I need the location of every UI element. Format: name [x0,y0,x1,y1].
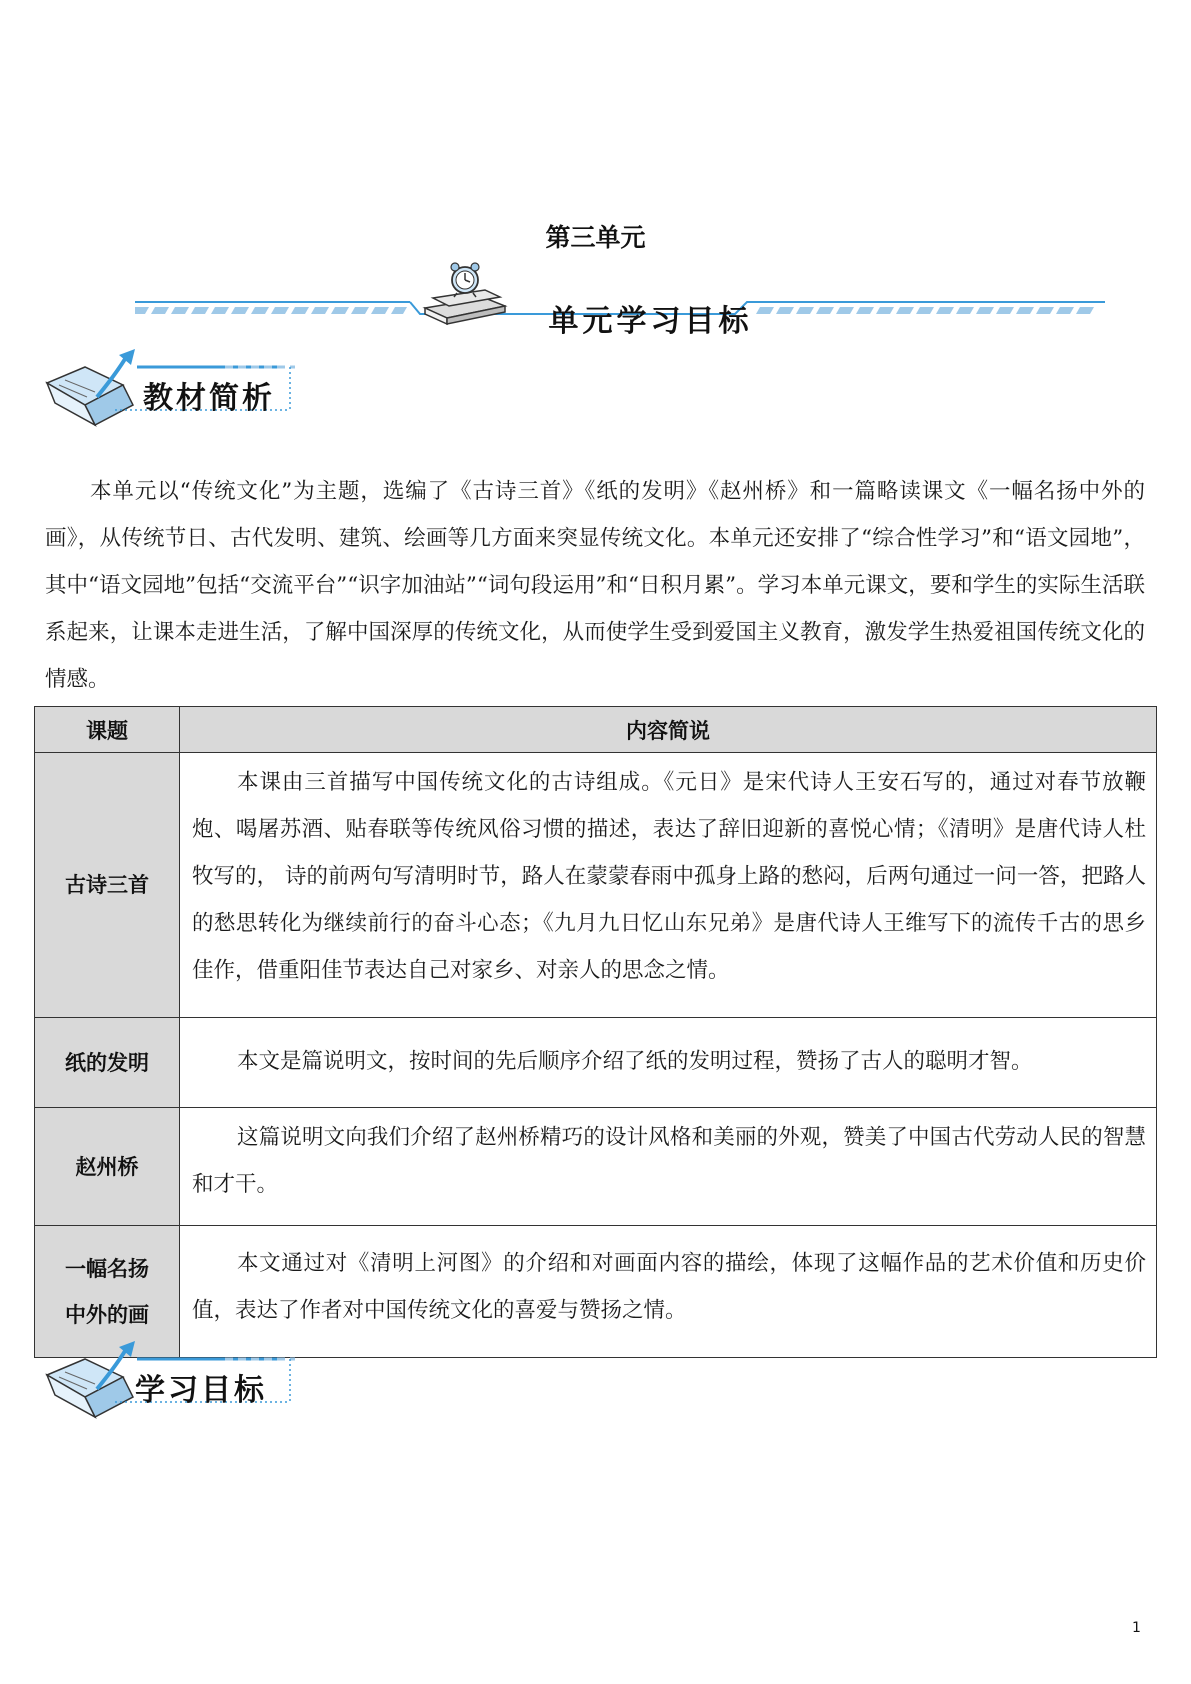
section-goals-head [45,1337,325,1427]
table-row [35,1018,1157,1108]
row-summary: 本文是篇说明文，按时间的先后顺序介绍了纸的发明过程，赞扬了古人的聪明才智。 [180,1018,1157,1108]
row-summary: 本文通过对《清明上河图》的介绍和对画面内容的描绘，体现了这幅作品的艺术价值和历史价值，表达了作者对中国传统文化的喜爱与赞扬之情。 [180,1226,1157,1358]
section-analysis-title: 教材简析 [143,381,275,416]
section-goals-title: 学习目标 [135,1373,267,1408]
lesson-table [34,706,1157,1358]
row-topic: 古诗三首 [35,753,180,1018]
unit-title: 第三单元 [545,223,646,252]
page-number: 1 [1132,1620,1141,1636]
row-topic: 赵州桥 [35,1108,180,1226]
header-topic: 课题 [35,707,180,753]
table-row [35,753,1157,1018]
row-topic-line: 中外的画 [65,1302,149,1327]
intro-paragraph: 本单元以“传统文化”为主题，选编了《古诗三首》《纸的发明》《赵州桥》和一篇略读课文《一幅名扬中外的画》，从传统节日、古代发明、建筑、绘画等几方面来突显传统文化。本单元还安排了“综合性学习”和“语文园地”，其中“语文园地”包括“交流平台”“识字加油站”“词句段运用”和“日积月累”。学习本单元课文，要和学生的实际生活联系起来，让课本走进生活，了解中国深厚的传统文化，从而使学生受到爱国主义教育，激发学生热爱祖国传统文化的情感。 [45,479,1145,692]
header-summary: 内容简说 [180,707,1157,753]
row-summary: 这篇说明文向我们介绍了赵州桥精巧的设计风格和美丽的外观，赞美了中国古代劳动人民的智慧和才干。 [180,1108,1157,1226]
banner-title: 单元学习目标 [548,304,753,339]
table-header-row [35,707,1157,753]
row-summary: 本课由三首描写中国传统文化的古诗组成。《元日》是宋代诗人王安石写的，通过对春节放鞭炮、喝屠苏酒、贴春联等传统风俗习惯的描述，表达了辞旧迎新的喜悦心情；《清明》是唐代诗人杜牧写的， 诗的前两句写清明时节，路人在蒙蒙春雨中孤身上路的愁闷，后两句通过一问一答，把路人的愁思转化为继续前行的奋斗心态；《九月九日忆山东兄弟》是唐代诗人王维写下的流传千古的思乡佳作，借重阳佳节表达自己对家乡、对亲人的思念之情。 [180,753,1157,1018]
row-topic-line: 一幅名扬 [65,1256,149,1281]
section-analysis-head [45,345,325,435]
table-row [35,1108,1157,1226]
row-topic: 纸的发明 [35,1018,180,1108]
